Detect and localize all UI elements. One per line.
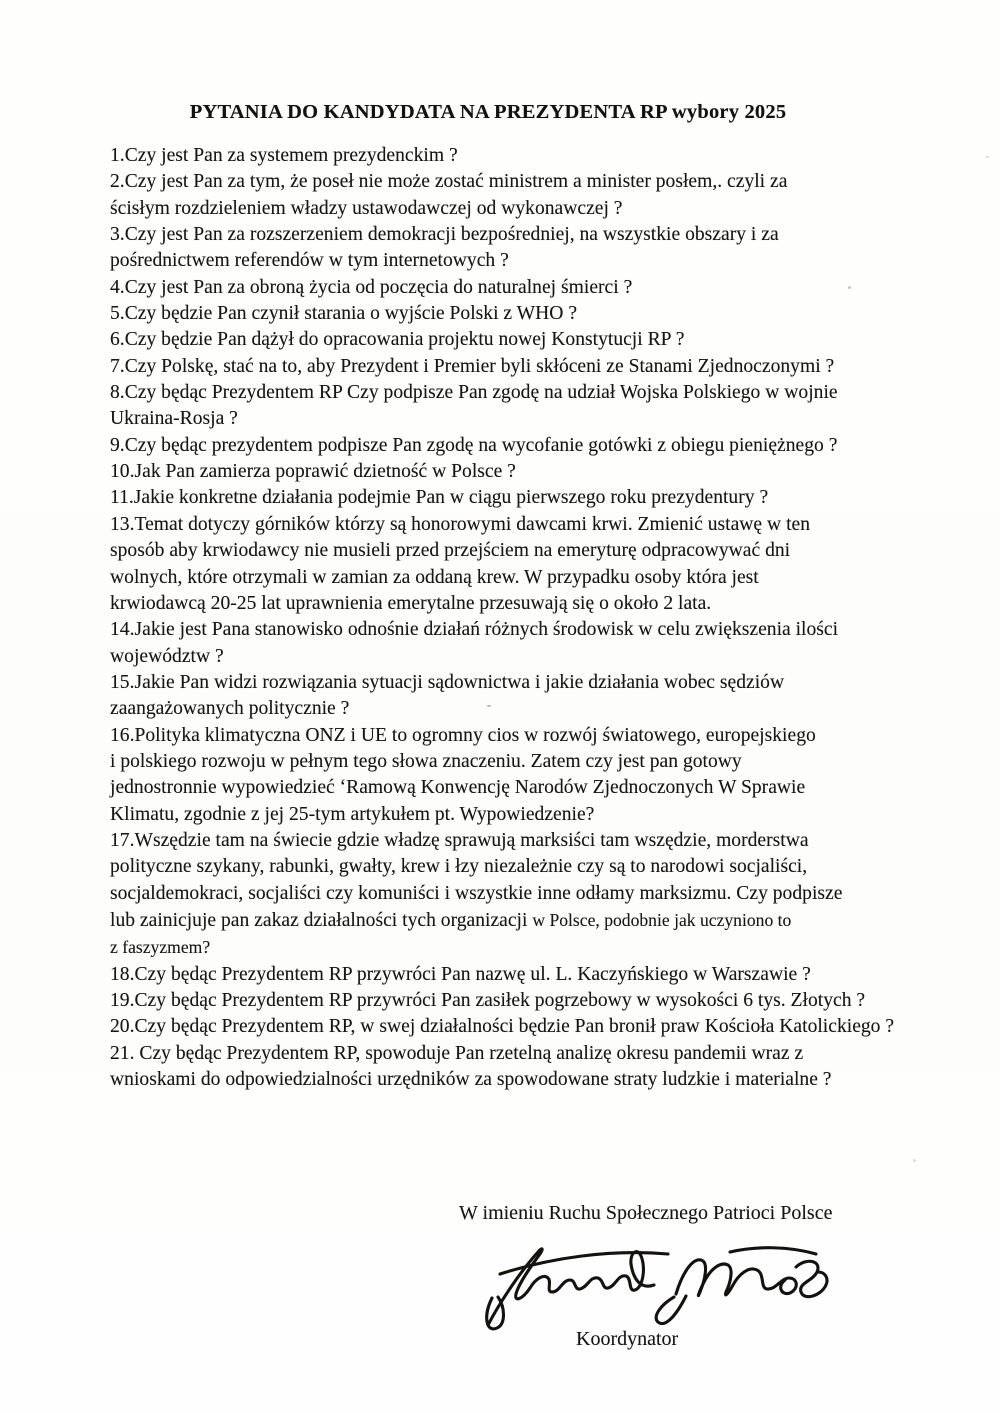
- document-line: [110, 670, 960, 696]
- line-text: 15.Jakie Pan widzi rozwiązania sytuacji sądownictwa i jakie działania wobec sędziów: [110, 671, 785, 693]
- on-behalf-line: W imieniu Ruchu Społecznego Patrioci Polsce: [459, 1202, 833, 1224]
- line-text: polityczne szykany, rabunki, gwałty, krew i łzy niezależnie czy są to narodowi socjaliści,: [110, 856, 808, 878]
- document-line: [110, 327, 960, 353]
- line-text: 9.Czy będąc prezydentem podpisze Pan zgodę na wycofanie gotówki z obiegu pieniężnego ?: [110, 434, 838, 456]
- line-text: 8.Czy będąc Prezydentem RP Czy podpisze Pan zgodę na udział Wojska Polskiego w wojnie: [110, 382, 838, 404]
- line-text-small: w Polsce, podobnie jak uczyniono to: [532, 909, 792, 930]
- document-line: [110, 988, 960, 1014]
- line-text: sposób aby krwiodawcy nie musieli przed przejściem na emeryturę odpracowywać dni: [110, 540, 791, 562]
- line-text: lub zainicjuje pan zakaz działalności tych organizacji: [110, 909, 533, 931]
- document-line: [110, 881, 960, 907]
- coordinator-label: Koordynator: [576, 1328, 679, 1350]
- line-text: 2.Czy jest Pan za tym, że poseł nie może zostać ministrem a minister posłem,. czyli za: [110, 171, 788, 193]
- line-text: i polskiego rozwoju w pełnym tego słowa znaczeniu. Zatem czy jest pan gotowy: [110, 750, 742, 772]
- line-text: 18.Czy będąc Prezydentem RP przywróci Pan nazwę ul. L. Kaczyńskiego w Warszawie ?: [110, 963, 811, 985]
- document-line: [110, 1014, 960, 1040]
- line-text: ścisłym rozdzieleniem władzy ustawodawczej od wykonawczej ?: [110, 197, 623, 219]
- document-line: [110, 433, 960, 459]
- document-line: [110, 854, 960, 880]
- line-text: 17.Wszędzie tam na świecie gdzie władzę sprawują marksiści tam wszędzie, morderstwa: [110, 829, 809, 851]
- line-text: 1.Czy jest Pan za systemem prezydenckim ?: [110, 145, 458, 166]
- line-text: zaangażowanych politycznie ?: [110, 698, 350, 720]
- document-line: [110, 248, 960, 274]
- document-line: [110, 538, 960, 564]
- document-line: [110, 485, 960, 511]
- document-line: [110, 406, 960, 432]
- document-line: [110, 775, 960, 801]
- line-text: 19.Czy będąc Prezydentem RP przywróci Pan zasiłek pogrzebowy w wysokości 6 tys. Złotych ?: [110, 990, 866, 1011]
- document-line: [110, 301, 960, 327]
- line-text: 21. Czy będąc Prezydentem RP, spowoduje Pan rzetelną analizę okresu pandemii wraz z: [110, 1042, 804, 1064]
- questions-list: [110, 143, 960, 1093]
- line-text: wolnych, które otrzymali w zamian za oddaną krew. W przypadku osoby która jest: [110, 566, 759, 588]
- line-text: Klimatu, zgodnie z jej 25-tym artykułem pt. Wypowiedzenie?: [110, 803, 595, 825]
- document-line: [110, 196, 960, 222]
- handwritten-signature: [478, 1232, 838, 1337]
- document-line: [110, 1067, 960, 1093]
- document-line: [110, 565, 960, 591]
- document-title: PYTANIA DO KANDYDATA NA PREZYDENTA RP wybory 2025: [189, 101, 787, 123]
- line-text: województw ?: [110, 645, 224, 667]
- line-text: 16.Polityka klimatyczna ONZ i UE to ogromny cios w rozwój światowego, europejskiego: [110, 724, 816, 746]
- line-text: pośrednictwem referendów w tym internetowych ?: [110, 250, 509, 272]
- line-text: 11.Jakie konkretne działania podejmie Pan w ciągu pierwszego roku prezydentury ?: [110, 487, 769, 509]
- line-text: 3.Czy jest Pan za rozszerzeniem demokracji bezpośredniej, na wszystkie obszary i za: [110, 224, 779, 246]
- line-text: krwiodawcą 20-25 lat uprawnienia emerytalne przesuwają się o około 2 lata.: [110, 592, 712, 614]
- document-line: [110, 354, 960, 380]
- document-line: [110, 934, 960, 961]
- document-line: [110, 275, 960, 301]
- scan-speck: [913, 1159, 916, 1162]
- document-line: [110, 749, 960, 775]
- line-text: 5.Czy będzie Pan czynił starania o wyjście Polski z WHO ?: [110, 303, 578, 325]
- document-line: [110, 380, 960, 406]
- line-text: 20.Czy będąc Prezydentem RP, w swej działalności będzie Pan bronił praw Kościoła Katolickiego ?: [110, 1016, 895, 1038]
- document-line: [110, 222, 960, 248]
- document-line: [110, 169, 960, 195]
- document-line: [110, 459, 960, 485]
- document-line: [110, 1041, 960, 1067]
- document-line: [110, 644, 960, 670]
- line-text: wnioskami do odpowiedzialności urzędników za spowodowane straty ludzkie i materialne ?: [110, 1069, 832, 1091]
- scan-speck: [487, 705, 491, 707]
- line-text: 7.Czy Polskę, stać na to, aby Prezydent i Premier byli skłóceni ze Stanami Zjednoczonymi ?: [110, 355, 835, 377]
- line-text: 13.Temat dotyczy górników którzy są honorowymi dawcami krwi. Zmienić ustawę w ten: [110, 513, 811, 535]
- scan-speck: [986, 156, 989, 158]
- document-line: [110, 591, 960, 617]
- document-line: [110, 512, 960, 538]
- line-text: 4.Czy jest Pan za obroną życia od poczęcia do naturalnej śmierci ?: [110, 276, 633, 298]
- document-line: [110, 617, 960, 643]
- document-line: [110, 723, 960, 749]
- line-text: Ukraina-Rosja ?: [110, 408, 238, 430]
- document-line: [110, 696, 960, 722]
- document-line: [110, 802, 960, 828]
- line-text: jednostronnie wypowiedzieć ‘Ramową Konwencję Narodów Zjednoczonych W Sprawie: [110, 777, 806, 799]
- document-line: [110, 828, 960, 854]
- line-text: 14.Jakie jest Pana stanowisko odnośnie działań różnych środowisk w celu zwiększenia ilości: [110, 619, 839, 641]
- line-text: socjaldemokraci, socjaliści czy komuniści i wszystkie inne odłamy marksizmu. Czy podpisze: [110, 882, 843, 904]
- line-text-small: z faszyzmem?: [110, 937, 211, 958]
- document-line: [110, 907, 960, 934]
- document-line: [110, 962, 960, 988]
- line-text: 10.Jak Pan zamierza poprawić dzietność w Polsce ?: [110, 461, 516, 483]
- document-line: [110, 143, 960, 169]
- scan-speck: [848, 286, 851, 289]
- line-text: 6.Czy będzie Pan dążył do opracowania projektu nowej Konstytucji RP ?: [110, 329, 685, 351]
